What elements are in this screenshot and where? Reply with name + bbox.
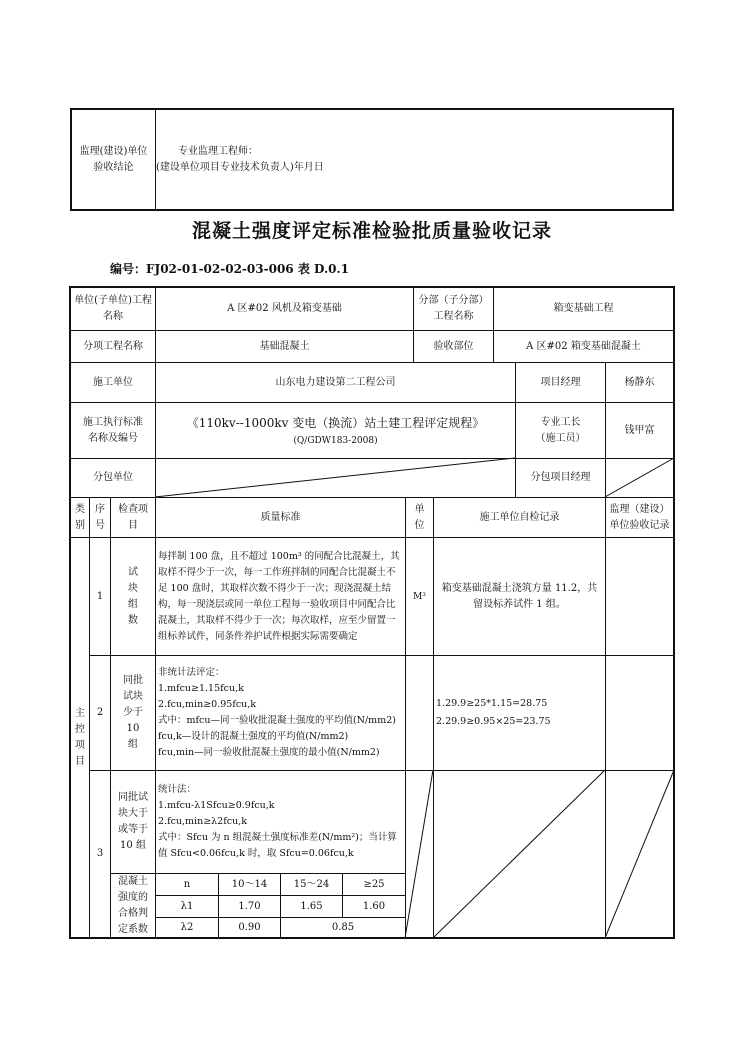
contractor-value: 山东电力建设第二工程公司 (155, 362, 516, 403)
coef-label: 混凝土强度的合格判定系数 (110, 873, 156, 938)
coef-cell: 1.60 (342, 895, 406, 918)
division-label: 分部（子分部）工程名称 (413, 287, 494, 331)
coef-cell: 10～14 (218, 873, 281, 896)
col-item: 检查项目 (110, 497, 156, 538)
standard-line: 2.fcu,min≥0.95fcu,k (158, 699, 257, 710)
supervisor-conclusion-label (70, 108, 156, 211)
standard-line: 统计法： (158, 784, 197, 795)
item-name: 同批试块大于或等于 10 组 (110, 770, 156, 874)
col-seq: 序号 (89, 497, 111, 538)
standard-line: fcu,min—同一验收批混凝土强度的最小值(N/mm2) (158, 747, 380, 758)
form-code: 编号：FJ02-01-02-02-03-006 表 D.0.1 (110, 262, 350, 276)
engineer-signature-label: 专业监理工程师： (178, 145, 258, 157)
subcontract-pm-value-empty (605, 458, 674, 498)
item-supervisor-empty (605, 770, 674, 938)
standard-line: 式中：mfcu—同一验收批混凝土强度的平均值(N/mm2) (158, 715, 396, 726)
subcontract-label: 分包单位 (70, 458, 156, 498)
self-check-line: 1.29.9≥25*1.15=28.75 (436, 698, 548, 709)
item-unit-empty (405, 770, 434, 938)
col-category: 类别 (70, 497, 90, 538)
item-seq: 3 (89, 770, 111, 938)
page-title: 混凝土强度评定标准检验批质量验收记录 (191, 220, 552, 242)
unit-label: 单位(子单位)工程名称 (70, 287, 156, 331)
coef-cell: n (155, 873, 219, 896)
standard-code: (Q/GDW183-2008) (293, 435, 378, 446)
self-check-line: 2.29.9≥0.95×25=23.75 (436, 716, 551, 727)
standard-name: 《110kv--1000kv 变电（换流）站土建工程评定规程》 (186, 415, 485, 430)
supervisor-conclusion-content (155, 108, 674, 211)
coef-cell: 0.85 (280, 917, 406, 938)
category-main-control: 主控项目 (70, 537, 90, 938)
col-standard: 质量标准 (155, 497, 406, 538)
unit-value: A 区#02 风机及箱变基础 (155, 287, 414, 331)
part-value: A 区#02 箱变基础混凝土 (493, 330, 674, 363)
coef-cell: 0.90 (218, 917, 281, 938)
item-standard (155, 655, 406, 771)
standard-line: 非统计法评定： (158, 667, 225, 678)
item-standard (155, 770, 406, 874)
item-unit: M³ (405, 537, 434, 656)
part-label: 验收部位 (413, 330, 494, 363)
standard-value (155, 402, 516, 459)
subcontract-value-empty (155, 458, 516, 498)
item-supervisor-empty (605, 655, 674, 771)
item-standard: 每拌制 100 盘，且不超过 100m³ 的同配合比混凝土，其取样不得少于一次，每一工作班拌制的同配合比混凝土不足 100 盘时，其取样次数不得少于一次；现浇混凝土结构，每一现浇层或同一单位工程每一验收项目中同配合比混凝土，其取样不得少于一次；每次取样，应至少留置一组标养试件，同条件养护试件根据实际需要确定 (155, 537, 406, 656)
col-unit: 单位 (405, 497, 434, 538)
coef-cell: 1.70 (218, 895, 281, 918)
coef-cell: 15～24 (280, 873, 343, 896)
item-self-check: 箱变基础混凝土浇筑方量 11.2，共留设标养试件 1 组。 (433, 537, 606, 656)
division-value: 箱变基础工程 (493, 287, 674, 331)
standard-line: 2.fcu,min≥λ2fcu,k (158, 816, 247, 827)
standard-line: 1.mfcu-λ1Sfcu≥0.9fcu,k (158, 800, 275, 811)
foreman-value: 钱甲富 (605, 402, 674, 459)
standard-line: 式中：Sfcu 为 n 组混凝土强度标准差(N/mm²)；当计算值 Sfcu<0.06fcu,k 时，取 Sfcu=0.06fcu,k (158, 832, 397, 859)
label-line: 监理(建设)单位 (79, 145, 148, 157)
subcontract-pm-label: 分包项目经理 (515, 458, 606, 498)
contractor-label: 施工单位 (70, 362, 156, 403)
pm-label: 项目经理 (515, 362, 606, 403)
label-line: 验收结论 (93, 161, 134, 173)
standard-line: fcu,k—设计的混凝土强度的平均值(N/mm2) (158, 731, 349, 742)
standard-line: 1.mfcu≥1.15fcu,k (158, 683, 244, 694)
responsible-signature-label: (建设单位项目专业技术负责人)年月日 (156, 161, 324, 173)
coef-cell: ≥25 (342, 873, 406, 896)
item-name: 试块组数 (110, 537, 156, 656)
col-supervisor: 监理（建设）单位验收记录 (605, 497, 674, 538)
pm-value: 杨静东 (605, 362, 674, 403)
item-self-check (433, 655, 606, 771)
item-seq: 2 (89, 655, 111, 771)
subitem-value: 基础混凝土 (155, 330, 414, 363)
item-seq: 1 (89, 537, 111, 656)
item-name: 同批试块少于 10 组 (110, 655, 156, 771)
subitem-label: 分项工程名称 (70, 330, 156, 363)
item-unit-empty (405, 655, 434, 771)
coef-cell: 1.65 (280, 895, 343, 918)
coef-cell: λ1 (155, 895, 219, 918)
standard-label: 施工执行标准名称及编号 (70, 402, 156, 459)
item-supervisor-empty (605, 537, 674, 656)
foreman-label: 专业工长（施工员） (515, 402, 606, 459)
coef-cell: λ2 (155, 917, 219, 938)
col-self-check: 施工单位自检记录 (433, 497, 606, 538)
item-self-check-empty (433, 770, 606, 938)
